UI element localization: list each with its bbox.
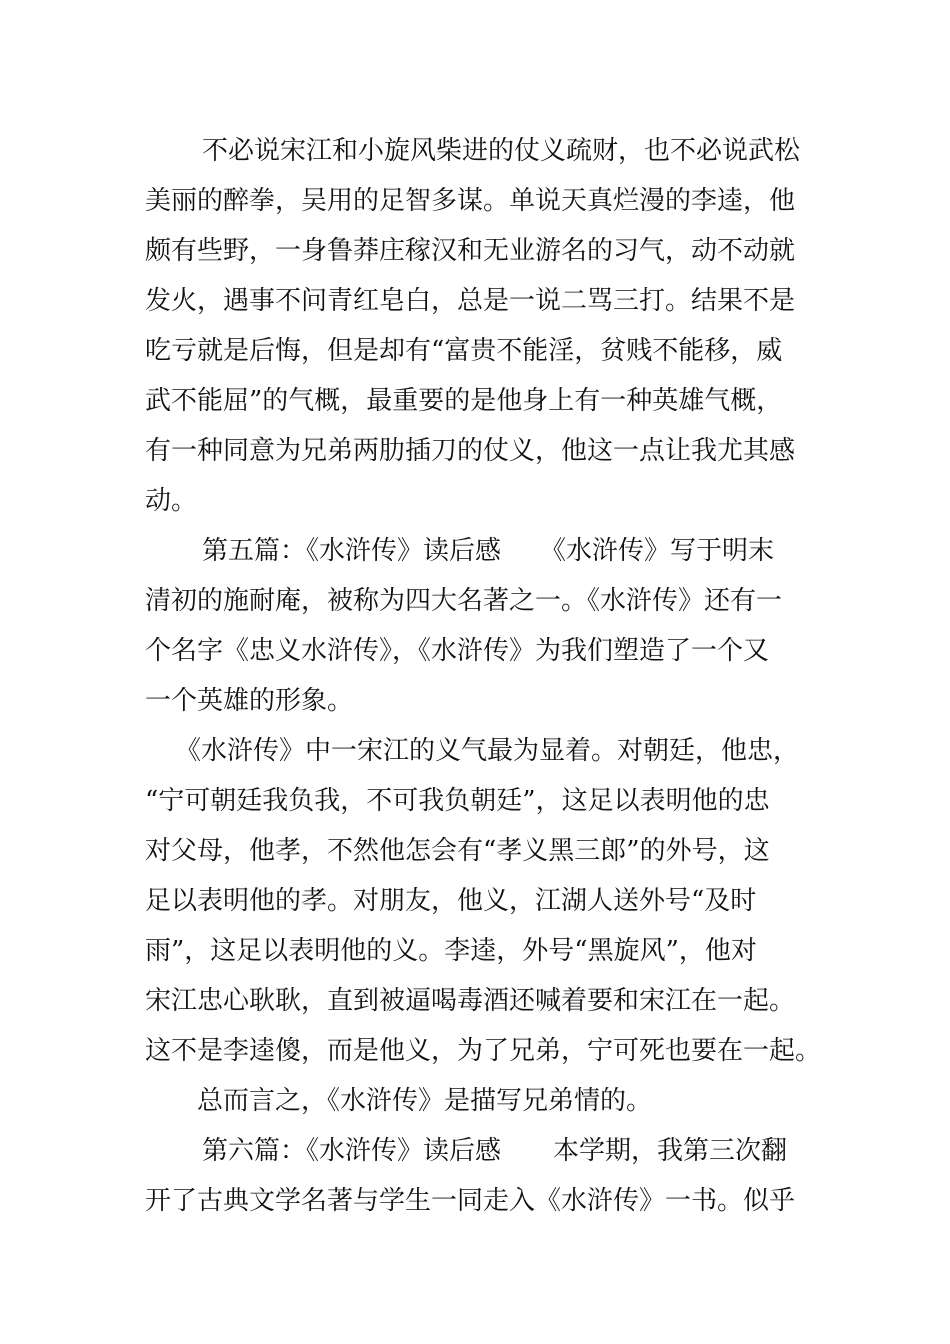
text-line: 吃亏就是后悔，但是却有“富贵不能淫，贫贱不能移，威 bbox=[145, 336, 783, 366]
text-line: 有一种同意为兄弟两肋插刀的仗义，他这一点让我尤其感 bbox=[145, 436, 796, 466]
text-line: 足以表明他的孝。对朋友，他义，江湖人送外号“及时 bbox=[145, 886, 757, 916]
text-line: 发火，遇事不问青红皂白，总是一说二骂三打。结果不是 bbox=[145, 286, 796, 316]
section-heading-line: 第六篇：《水浒传》读后感 本学期，我第三次翻 bbox=[202, 1136, 788, 1166]
text-line: 颇有些野，一身鲁莽庄稼汉和无业游名的习气，动不动就 bbox=[145, 236, 796, 266]
text-line: 武不能屈”的气概，最重要的是他身上有一种英雄气概， bbox=[145, 386, 783, 416]
text-line: 开了古典文学名著与学生一同走入《水浒传》一书。似乎 bbox=[145, 1186, 796, 1216]
section-heading-line: 第五篇：《水浒传》读后感 《水浒传》写于明末 bbox=[202, 536, 775, 566]
text-line: 一个英雄的形象。 bbox=[145, 686, 354, 716]
text-line: 雨”，这足以表明他的义。李逵，外号“黑旋风”，他对 bbox=[145, 936, 757, 966]
text-line: 清初的施耐庵，被称为四大名著之一。《水浒传》还有一 bbox=[145, 586, 783, 616]
text-line: 个名字《忠义水浒传》，《水浒传》为我们塑造了一个又 bbox=[145, 636, 770, 666]
text-line: 宋江忠心耿耿，直到被逼喝毒酒还喊着要和宋江在一起。 bbox=[145, 986, 796, 1016]
text-line: 《水浒传》中一宋江的义气最为显着。对朝廷，他忠， bbox=[175, 736, 800, 766]
text-line: “宁可朝廷我负我，不可我负朝廷”，这足以表明他的忠 bbox=[145, 786, 770, 816]
text-line: 总而言之，《水浒传》是描写兄弟情的。 bbox=[197, 1086, 653, 1116]
text-line: 这不是李逵傻，而是他义，为了兄弟，宁可死也要在一起。 bbox=[145, 1036, 822, 1066]
text-line: 对父母，他孝，不然他怎会有“孝义黑三郎”的外号，这 bbox=[145, 836, 770, 866]
text-line: 动。 bbox=[145, 486, 198, 516]
text-line: 不必说宋江和小旋风柴进的仗义疏财，也不必说武松 bbox=[202, 136, 801, 166]
text-line: 美丽的醉拳，吴用的足智多谋。单说天真烂漫的李逵，他 bbox=[145, 186, 796, 216]
